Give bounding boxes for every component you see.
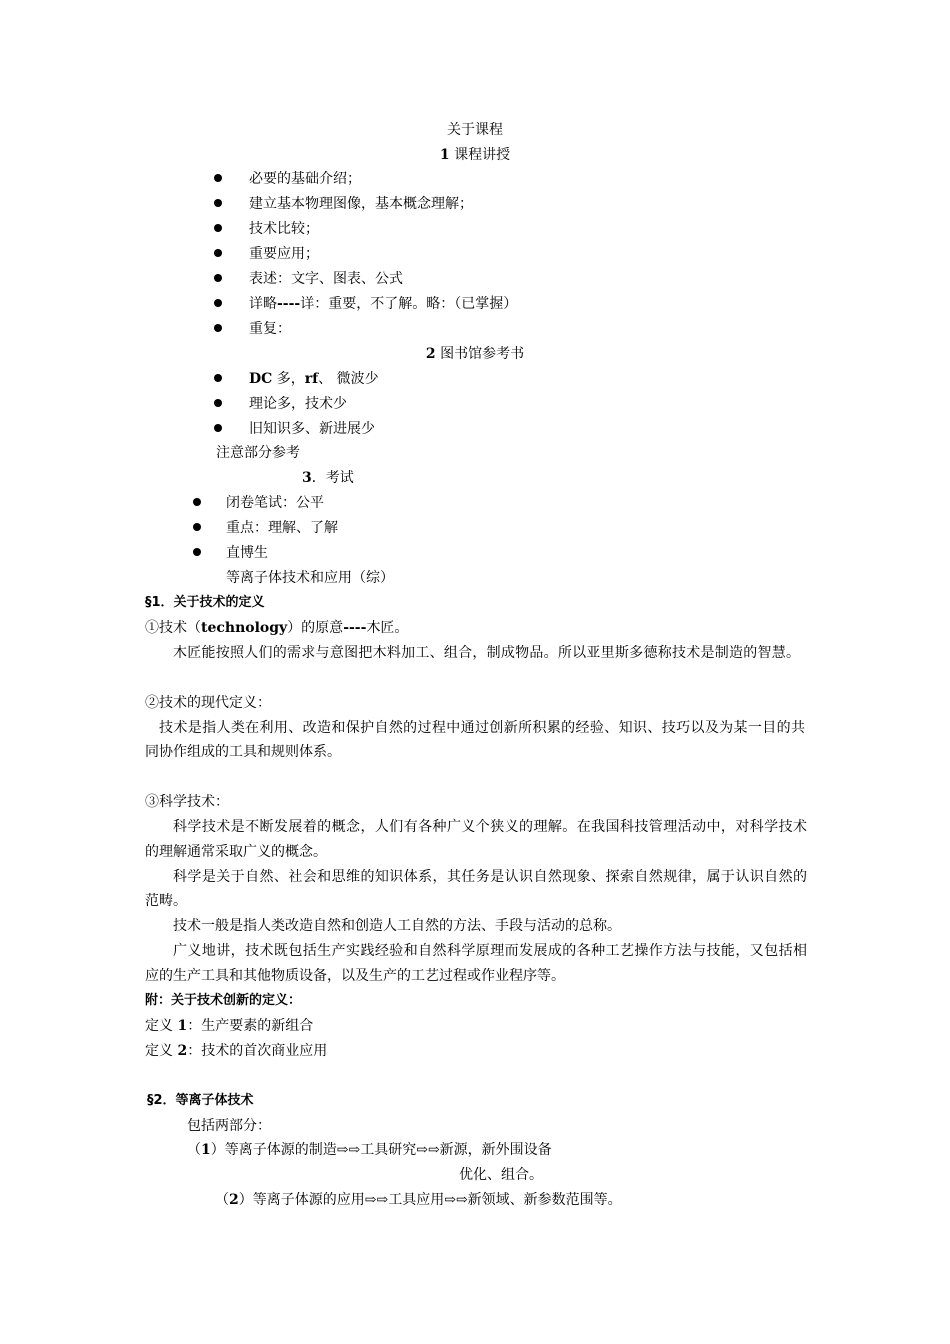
bullet-icon: [214, 374, 222, 382]
library-bullet-item: [214, 370, 379, 388]
part-2-line: [215, 1191, 622, 1209]
lecture-heading: [0, 146, 950, 164]
part-1-continuation: 优化、组合。: [459, 1167, 543, 1183]
section1-heading: §1．关于技术的定义: [145, 595, 265, 610]
section2-intro: 包括两部分：: [187, 1118, 271, 1134]
course-name: 等离子体技术和应用（综）: [226, 570, 394, 586]
library-heading-text: 图书馆参考书: [435, 346, 525, 362]
definition-text: ：技术的首次商业应用: [187, 1043, 328, 1059]
bullet-term-rf: rf: [304, 371, 319, 387]
bullet-text: 技术比较；: [249, 221, 319, 237]
bullet-text: 详：重要，不了解。略：（已掌握）: [300, 296, 518, 312]
definition-2: [145, 1042, 327, 1060]
lecture-bullet-item: [214, 195, 473, 213]
bullet-text: 必要的基础介绍；: [249, 171, 361, 187]
science-paragraph-line: 科学是关于自然、社会和思维的知识体系，其任务是认识自然现象、探索自然规律，属于认识自然的: [173, 869, 807, 885]
exam-bullet-item: [193, 519, 338, 537]
bullet-icon: [214, 199, 222, 207]
appendix-title: 附：关于技术创新的定义：: [145, 993, 302, 1008]
definition-number: 1: [177, 1018, 188, 1034]
modern-label: ②技术的现代定义：: [145, 695, 271, 711]
part-1-line: [187, 1141, 552, 1159]
part-number: 2: [229, 1192, 239, 1208]
bullet-icon: [193, 523, 201, 531]
lecture-heading-number: 1: [439, 147, 450, 163]
origin-paragraph: 木匠能按照人们的需求与意图把木料加工、组合，制成物品。所以亚里斯多德称技术是制造的智慧。: [173, 645, 800, 661]
bullet-text: 理论多，技术少: [249, 396, 347, 412]
lecture-bullet-item: [214, 295, 517, 313]
lecture-bullet-item: [214, 270, 403, 288]
course-title: 关于课程: [447, 122, 503, 138]
part-text: ）等离子体源的应用⇨⇨工具应用⇨⇨新领域、新参数范围等。: [238, 1192, 622, 1208]
bullet-icon: [214, 174, 222, 182]
science-paragraph-line: 技术一般是指人类改造自然和创造人工自然的方法、手段与活动的总称。: [173, 918, 621, 934]
exam-heading: [302, 469, 354, 487]
bullet-text: 建立基本物理图像，基本概念理解；: [249, 196, 473, 212]
library-heading: [0, 345, 950, 363]
origin-end: 木匠。: [366, 620, 409, 636]
bullet-text: 闭卷笔试：公平: [226, 495, 324, 511]
bullet-text: 重复：: [249, 321, 291, 337]
definition-text: ：生产要素的新组合: [187, 1018, 314, 1034]
origin-mid: ）的原意: [287, 620, 344, 636]
definition-1: [145, 1017, 313, 1035]
bullet-term-dc: DC: [249, 371, 273, 387]
definition-label: 定义: [145, 1018, 178, 1034]
bullet-text: 重要应用；: [249, 246, 319, 262]
paren-open: （: [215, 1192, 229, 1208]
bullet-icon: [214, 324, 222, 332]
part-number: 1: [201, 1142, 211, 1158]
modern-paragraph-line: 同协作组成的工具和规则体系。: [145, 744, 341, 760]
bullet-icon: [214, 424, 222, 432]
bullet-text: 详略: [249, 296, 277, 312]
science-paragraph-line: 范畴。: [145, 893, 187, 909]
bullet-icon: [214, 399, 222, 407]
exam-bullet-item: [193, 544, 268, 562]
bullet-icon: [214, 274, 222, 282]
exam-heading-number: 3: [302, 470, 312, 486]
origin-line: [145, 619, 408, 637]
bullet-text: 旧知识多、新进展少: [249, 421, 375, 437]
science-paragraph-line: 广义地讲，技术既包括生产实践经验和自然科学原理而发展成的各种工艺操作方法与技能，又包括相: [173, 943, 807, 959]
origin-term: technology: [201, 620, 288, 636]
library-bullet-item: [214, 395, 347, 413]
science-paragraph-line: 科学技术是不断发展着的概念，人们有各种广义个狭义的理解。在我国科技管理活动中，对科学技术: [173, 819, 807, 835]
science-paragraph-line: 应的生产工具和其他物质设备，以及生产的工艺过程或作业程序等。: [145, 968, 565, 984]
lecture-bullet-item: [214, 320, 291, 338]
lecture-heading-text: 课程讲授: [449, 147, 511, 163]
bullet-text: 重点：理解、了解: [226, 520, 338, 536]
exam-heading-text: ．考试: [311, 470, 354, 486]
section2-heading: §2．等离子体技术: [147, 1093, 254, 1108]
definition-number: 2: [177, 1043, 188, 1059]
bullet-icon: [214, 224, 222, 232]
science-label: ③科学技术：: [145, 794, 229, 810]
exam-bullet-item: [193, 494, 324, 512]
library-bullet-item: [214, 420, 375, 438]
origin-dash: ----: [343, 620, 367, 636]
lecture-bullet-item: [214, 245, 319, 263]
lecture-bullet-item: [214, 170, 361, 188]
bullet-text: 直博生: [226, 545, 268, 561]
bullet-text: 表述：文字、图表、公式: [249, 271, 403, 287]
modern-paragraph-line: 技术是指人类在利用、改造和保护自然的过程中通过创新所积累的经验、知识、技巧以及为某一目的共: [159, 720, 805, 736]
definition-label: 定义: [145, 1043, 178, 1059]
bullet-icon: [214, 249, 222, 257]
bullet-icon: [214, 299, 222, 307]
paren-open: （: [187, 1142, 201, 1158]
science-paragraph-line: 的理解通常采取广义的概念。: [145, 844, 327, 860]
bullet-text: 多，: [272, 371, 305, 387]
part-text: ）等离子体源的制造⇨⇨工具研究⇨⇨新源，新外围设备: [210, 1142, 552, 1158]
library-heading-number: 2: [425, 346, 436, 362]
library-note: 注意部分参考: [216, 445, 300, 461]
bullet-text: 、 微波少: [318, 371, 379, 387]
bullet-icon: [193, 498, 201, 506]
lecture-bullet-item: [214, 220, 319, 238]
origin-prefix: ①技术（: [145, 620, 201, 636]
bullet-icon: [193, 548, 201, 556]
bullet-dash: ----: [277, 296, 301, 312]
